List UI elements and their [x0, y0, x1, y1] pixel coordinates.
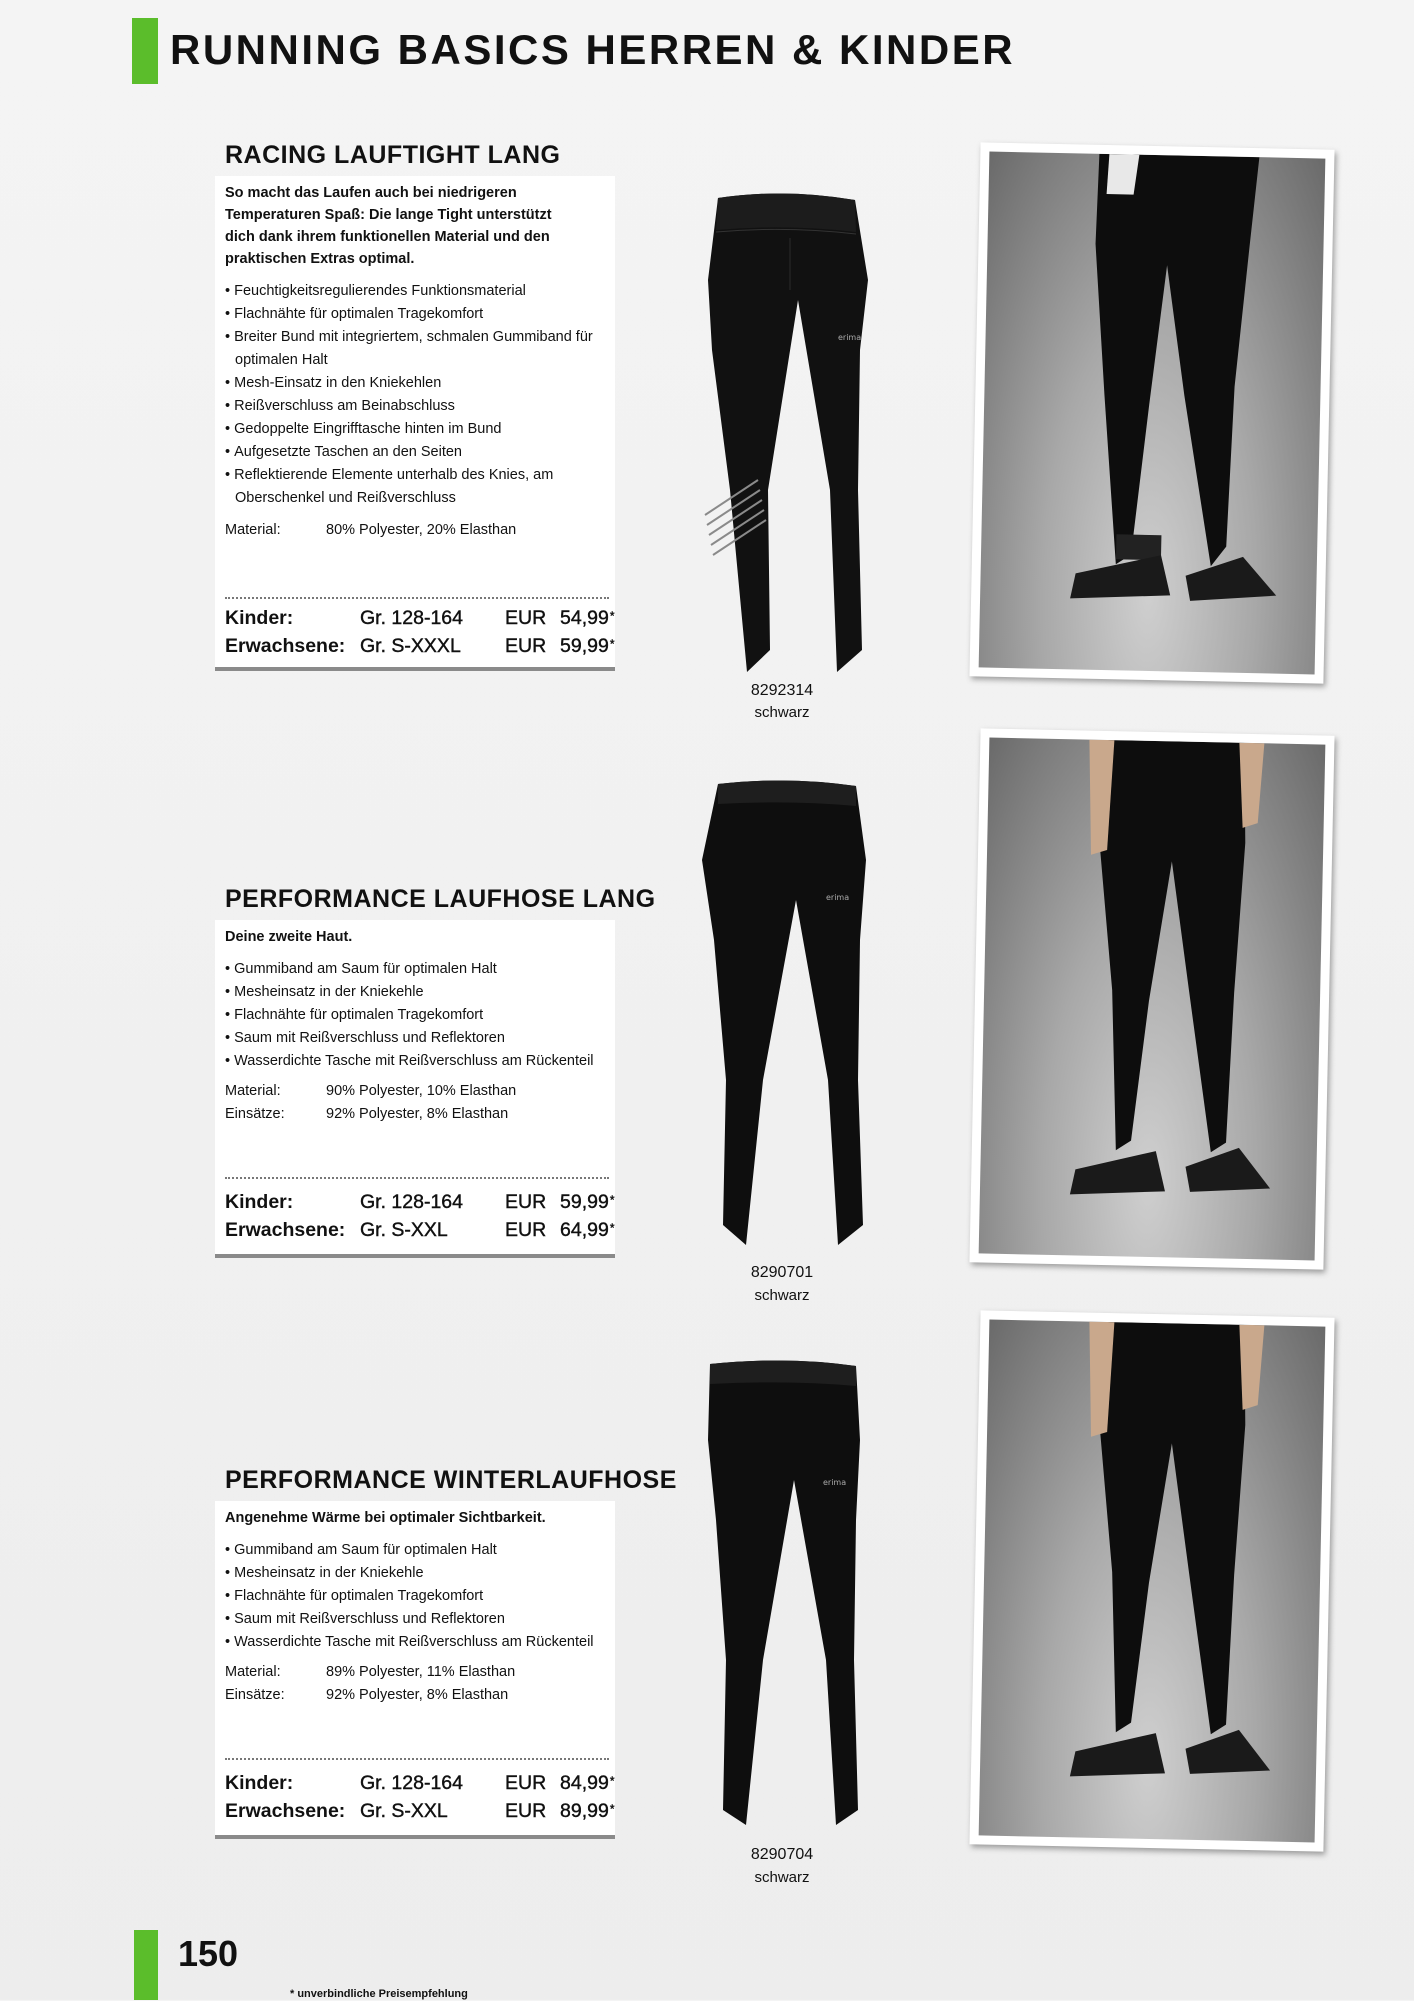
- price-value: 64,99*: [560, 1219, 615, 1241]
- material-row: [225, 1080, 516, 1103]
- feature-item: • Saum mit Reißverschluss und Reflektoren: [225, 1027, 615, 1050]
- currency: EUR: [505, 1800, 547, 1822]
- article-number: 8292314: [750, 682, 814, 699]
- page-title: RUNNING BASICS HERREN & KINDER: [170, 26, 1016, 73]
- feature-list: [225, 280, 610, 510]
- feature-item: • Mesheinsatz in der Kniekehle: [225, 1562, 615, 1585]
- material-row: [225, 519, 516, 542]
- material-row: [225, 1684, 508, 1707]
- material-row: [225, 1103, 508, 1126]
- price-row-adults: [225, 1797, 615, 1825]
- product-card: [215, 1501, 615, 1835]
- feature-item: • Flachnähte für optimalen Tragekomfort: [225, 1004, 615, 1027]
- product-intro: Angenehme Wärme bei optimaler Sichtbarkeit.: [225, 1510, 546, 1526]
- article-color: schwarz: [754, 704, 810, 721]
- feature-item: • Gummiband am Saum für optimalen Halt: [225, 1539, 615, 1562]
- footer-accent-bar: [134, 1930, 158, 2000]
- price-row-kids: [225, 1769, 615, 1797]
- feature-item: • Aufgesetzte Taschen an den Seiten: [225, 441, 610, 464]
- price-label: Kinder:: [225, 607, 294, 629]
- feature-item: • Reflektierende Elemente unterhalb des Knies, am Oberschenkel und Reißverschluss: [225, 464, 595, 510]
- currency: EUR: [505, 635, 547, 657]
- product-image-laufhose: [688, 780, 878, 1250]
- feature-item: • Breiter Bund mit integriertem, schmalen Gummiband für optimalen Halt: [225, 326, 605, 372]
- product-photo: [969, 1310, 1334, 1851]
- feature-item: • Wasserdichte Tasche mit Reißverschluss am Rückenteil: [225, 1631, 615, 1654]
- feature-list: [225, 958, 615, 1073]
- price-label: Kinder:: [225, 1191, 294, 1213]
- article-number: 8290701: [750, 1264, 814, 1281]
- material-label: Material:: [225, 522, 281, 538]
- currency: EUR: [505, 1191, 547, 1213]
- material-row: [225, 1661, 515, 1684]
- footnote: * unverbindliche Preisempfehlung: [290, 1988, 468, 2000]
- product-card: [215, 176, 615, 667]
- feature-list: [225, 1539, 615, 1654]
- model-photo-laufhose: [979, 738, 1326, 1261]
- material-value: 92% Polyester, 8% Elasthan: [326, 1687, 509, 1703]
- page-number: 150: [178, 1933, 239, 1974]
- feature-item: • Saum mit Reißverschluss und Reflektoren: [225, 1608, 615, 1631]
- price-row-kids: [225, 604, 615, 632]
- material-value: 90% Polyester, 10% Elasthan: [326, 1083, 517, 1099]
- currency: EUR: [505, 1772, 547, 1794]
- article-color: schwarz: [754, 1869, 810, 1886]
- price-label: Erwachsene:: [225, 1800, 346, 1822]
- price-row-kids: [225, 1188, 615, 1216]
- material-value: 92% Polyester, 8% Elasthan: [326, 1106, 509, 1122]
- price-label: Kinder:: [225, 1772, 294, 1794]
- price-value: 84,99*: [560, 1772, 615, 1794]
- price-value: 89,99*: [560, 1800, 615, 1822]
- size-range: Gr. S-XXL: [360, 1800, 448, 1822]
- size-range: Gr. 128-164: [360, 1772, 463, 1794]
- size-range: Gr. 128-164: [360, 1191, 463, 1213]
- product-photo: [969, 142, 1334, 683]
- product-intro: Deine zweite Haut.: [225, 929, 353, 945]
- product-image-tight: [690, 190, 880, 680]
- currency: EUR: [505, 607, 547, 629]
- header-accent-bar: [132, 18, 158, 84]
- feature-item: • Mesheinsatz in der Kniekehle: [225, 981, 615, 1004]
- svg-text:erima: erima: [838, 333, 862, 342]
- size-range: Gr. S-XXL: [360, 1219, 448, 1241]
- size-range: Gr. 128-164: [360, 607, 463, 629]
- feature-item: • Gummiband am Saum für optimalen Halt: [225, 958, 615, 981]
- currency: EUR: [505, 1219, 547, 1241]
- material-value: 80% Polyester, 20% Elasthan: [326, 522, 517, 538]
- price-value: 54,99*: [560, 607, 615, 629]
- feature-item: • Flachnähte für optimalen Tragekomfort: [225, 303, 610, 326]
- price-label: Erwachsene:: [225, 1219, 346, 1241]
- svg-text:erima: erima: [823, 1478, 847, 1487]
- price-label: Erwachsene:: [225, 635, 346, 657]
- article-color: schwarz: [754, 1287, 810, 1304]
- feature-item: • Gedoppelte Eingrifftasche hinten im Bund: [225, 418, 610, 441]
- product-card: [215, 920, 615, 1254]
- dotted-divider: [225, 1177, 609, 1179]
- product-title: PERFORMANCE LAUFHOSE LANG: [225, 885, 656, 913]
- model-photo-tight: [979, 152, 1326, 675]
- material-label: Einsätze:: [225, 1106, 285, 1122]
- price-value: 59,99*: [560, 635, 615, 657]
- product-intro: So macht das Laufen auch bei niedrigeren Temperaturen Spaß: Die lange Tight unterstützt dich dank ihrem funktionellen Material und den praktischen Extras optimal.: [225, 185, 552, 267]
- svg-text:erima: erima: [826, 893, 850, 902]
- product-title: PERFORMANCE WINTERLAUFHOSE: [225, 1466, 677, 1494]
- feature-item: • Reißverschluss am Beinabschluss: [225, 395, 610, 418]
- dotted-divider: [225, 597, 609, 599]
- material-label: Einsätze:: [225, 1687, 285, 1703]
- price-row-adults: [225, 1216, 615, 1244]
- feature-item: • Feuchtigkeitsregulierendes Funktionsmaterial: [225, 280, 610, 303]
- product-title: RACING LAUFTIGHT LANG: [225, 141, 561, 169]
- price-row-adults: [225, 632, 615, 660]
- feature-item: • Flachnähte für optimalen Tragekomfort: [225, 1585, 615, 1608]
- dotted-divider: [225, 1758, 609, 1760]
- model-photo-winterlaufhose: [979, 1320, 1326, 1843]
- feature-item: • Mesh-Einsatz in den Kniekehlen: [225, 372, 610, 395]
- feature-item: • Wasserdichte Tasche mit Reißverschluss am Rückenteil: [225, 1050, 615, 1073]
- price-value: 59,99*: [560, 1191, 615, 1213]
- material-label: Material:: [225, 1083, 281, 1099]
- material-label: Material:: [225, 1664, 281, 1680]
- material-value: 89% Polyester, 11% Elasthan: [326, 1664, 516, 1680]
- article-number: 8290704: [750, 1846, 814, 1863]
- size-range: Gr. S-XXXL: [360, 635, 461, 657]
- product-image-winterlaufhose: [688, 1360, 878, 1830]
- product-photo: [969, 728, 1334, 1269]
